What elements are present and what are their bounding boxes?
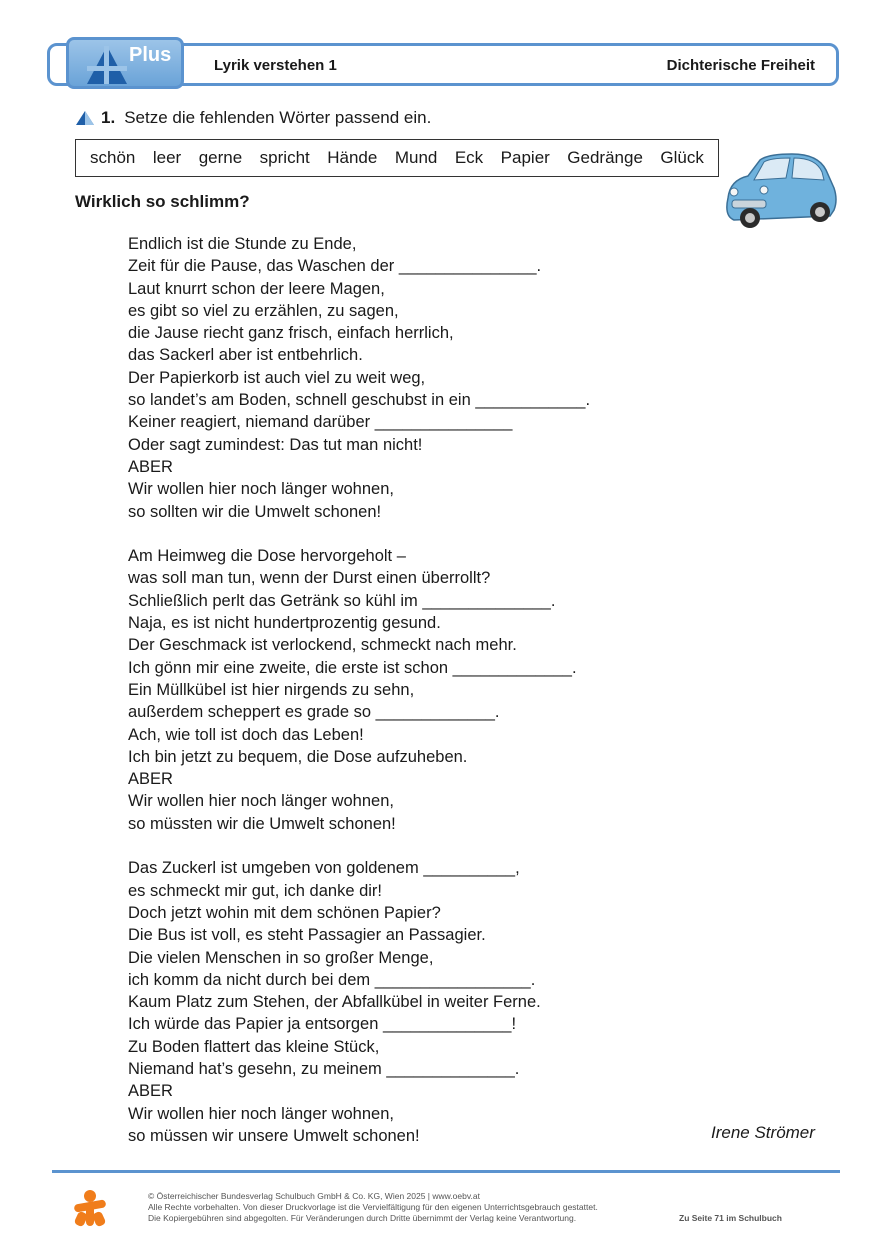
poem-line: so sollten wir die Umwelt schonen! <box>128 502 382 521</box>
poem-line: Das Zuckerl ist umgeben von goldenem __________, <box>128 859 520 878</box>
poem-line: Ach, wie toll ist doch das Leben! <box>128 725 364 744</box>
poem-line: so müssten wir die Umwelt schonen! <box>128 814 396 833</box>
poem-line: Keiner reagiert, niemand darüber _______________ <box>128 413 513 432</box>
poem-line: Ein Müllkübel ist hier nirgends zu sehn, <box>128 680 415 699</box>
logo-text: Plus <box>129 44 172 66</box>
worksheet-topic: Dichterische Freiheit <box>666 57 815 74</box>
poem-line: Zeit für die Pause, das Waschen der _______________. <box>128 257 542 276</box>
word-bank-item: schön <box>90 148 136 167</box>
poem-line: so landet’s am Boden, schnell geschubst in ein ____________. <box>128 391 591 410</box>
poem-line: Naja, es ist nicht hundertprozentig gesund. <box>128 614 441 633</box>
poem-line: das Sackerl aber ist entbehrlich. <box>128 346 363 365</box>
poem-line: ich komm da nicht durch bei dem _________________. <box>128 970 536 989</box>
poem-line: ABER <box>128 770 173 789</box>
poem-line: ABER <box>128 1082 173 1101</box>
poem-line: Doch jetzt wohin mit dem schönen Papier? <box>128 903 441 922</box>
poem-line: Am Heimweg die Dose hervorgeholt – <box>128 547 406 566</box>
car-illustration <box>720 150 840 232</box>
poem-line: Der Geschmack ist verlockend, schmeckt nach mehr. <box>128 636 517 655</box>
poem-line: Schließlich perlt das Getränk so kühl im ______________. <box>128 591 556 610</box>
footer-copyright <box>148 1191 598 1224</box>
poem-line: was soll man tun, wenn der Durst einen überrollt? <box>128 569 491 588</box>
poem-line: es gibt so viel zu erzählen, zu sagen, <box>128 301 399 320</box>
triangle-logo-icon <box>83 44 131 88</box>
worksheet-title: Lyrik verstehen 1 <box>214 57 337 74</box>
poem-line: Ich bin jetzt zu bequem, die Dose aufzuheben. <box>128 747 468 766</box>
poem-line: Ich würde das Papier ja entsorgen ______________! <box>128 1015 517 1034</box>
publisher-logo-icon <box>70 1188 110 1228</box>
page-reference: Zu Seite 71 im Schulbuch <box>679 1213 782 1223</box>
poem-line: Kaum Platz zum Stehen, der Abfallkübel in weiter Ferne. <box>128 993 541 1012</box>
plus-logo <box>66 37 184 89</box>
word-bank-item: Glück <box>660 148 704 167</box>
poem-title: Wirklich so schlimm? <box>75 192 250 211</box>
poem-line: es schmeckt mir gut, ich danke dir! <box>128 881 383 900</box>
poem-author: Irene Strömer <box>711 1123 815 1142</box>
poem-line: Die vielen Menschen in so großer Menge, <box>128 948 434 967</box>
poem-line: Laut knurrt schon der leere Magen, <box>128 279 385 298</box>
word-bank-item: Hände <box>327 148 378 167</box>
footer-line: © Österreichischer Bundesverlag Schulbuch GmbH & Co. KG, Wien 2025 | www.oebv.at <box>148 1191 480 1201</box>
footer-divider <box>52 1170 840 1173</box>
footer-line: Die Kopiergebühren sind abgegolten. Für Veränderungen durch Dritte übernimmt der Verlag keine Verantwortung. <box>148 1213 577 1223</box>
poem-line: Oder sagt zumindest: Das tut man nicht! <box>128 435 423 454</box>
word-bank-item: spricht <box>259 148 310 167</box>
poem-line: Wir wollen hier noch länger wohnen, <box>128 1104 394 1123</box>
word-bank-item: Mund <box>394 148 438 167</box>
poem-line: Die Bus ist voll, es steht Passagier an Passagier. <box>128 926 486 945</box>
footer-line: Alle Rechte vorbehalten. Von dieser Druckvorlage ist die Vervielfältigung für den eigenen Unterrichtsgebrauch gestattet. <box>148 1202 598 1212</box>
task-number: 1. <box>101 108 116 127</box>
word-bank <box>75 139 719 177</box>
level-triangle-icon <box>75 110 95 126</box>
task-instruction <box>75 108 431 128</box>
poem-line: Niemand hat’s gesehn, zu meinem ______________. <box>128 1059 520 1078</box>
poem-line: Zu Boden flattert das kleine Stück, <box>128 1037 380 1056</box>
poem-line: Der Papierkorb ist auch viel zu weit weg, <box>128 368 426 387</box>
poem-line: so müssen wir unsere Umwelt schonen! <box>128 1126 420 1145</box>
word-bank-item: gerne <box>198 148 243 167</box>
poem-line: ABER <box>128 457 173 476</box>
poem-line: Ich gönn mir eine zweite, die erste ist schon _____________. <box>128 658 577 677</box>
word-bank-item: Eck <box>454 148 484 167</box>
word-bank-item: Papier <box>500 148 550 167</box>
task-text: Setze die fehlenden Wörter passend ein. <box>124 108 432 127</box>
word-bank-item: Gedränge <box>567 148 643 167</box>
poem-line: die Jause riecht ganz frisch, einfach herrlich, <box>128 324 454 343</box>
poem-line: außerdem scheppert es grade so _____________. <box>128 703 500 722</box>
poem-line: Wir wollen hier noch länger wohnen, <box>128 792 394 811</box>
poem-line: Endlich ist die Stunde zu Ende, <box>128 235 357 253</box>
word-bank-item: leer <box>152 148 182 167</box>
poem-line: Wir wollen hier noch länger wohnen, <box>128 480 394 499</box>
poem-body <box>128 233 590 1147</box>
